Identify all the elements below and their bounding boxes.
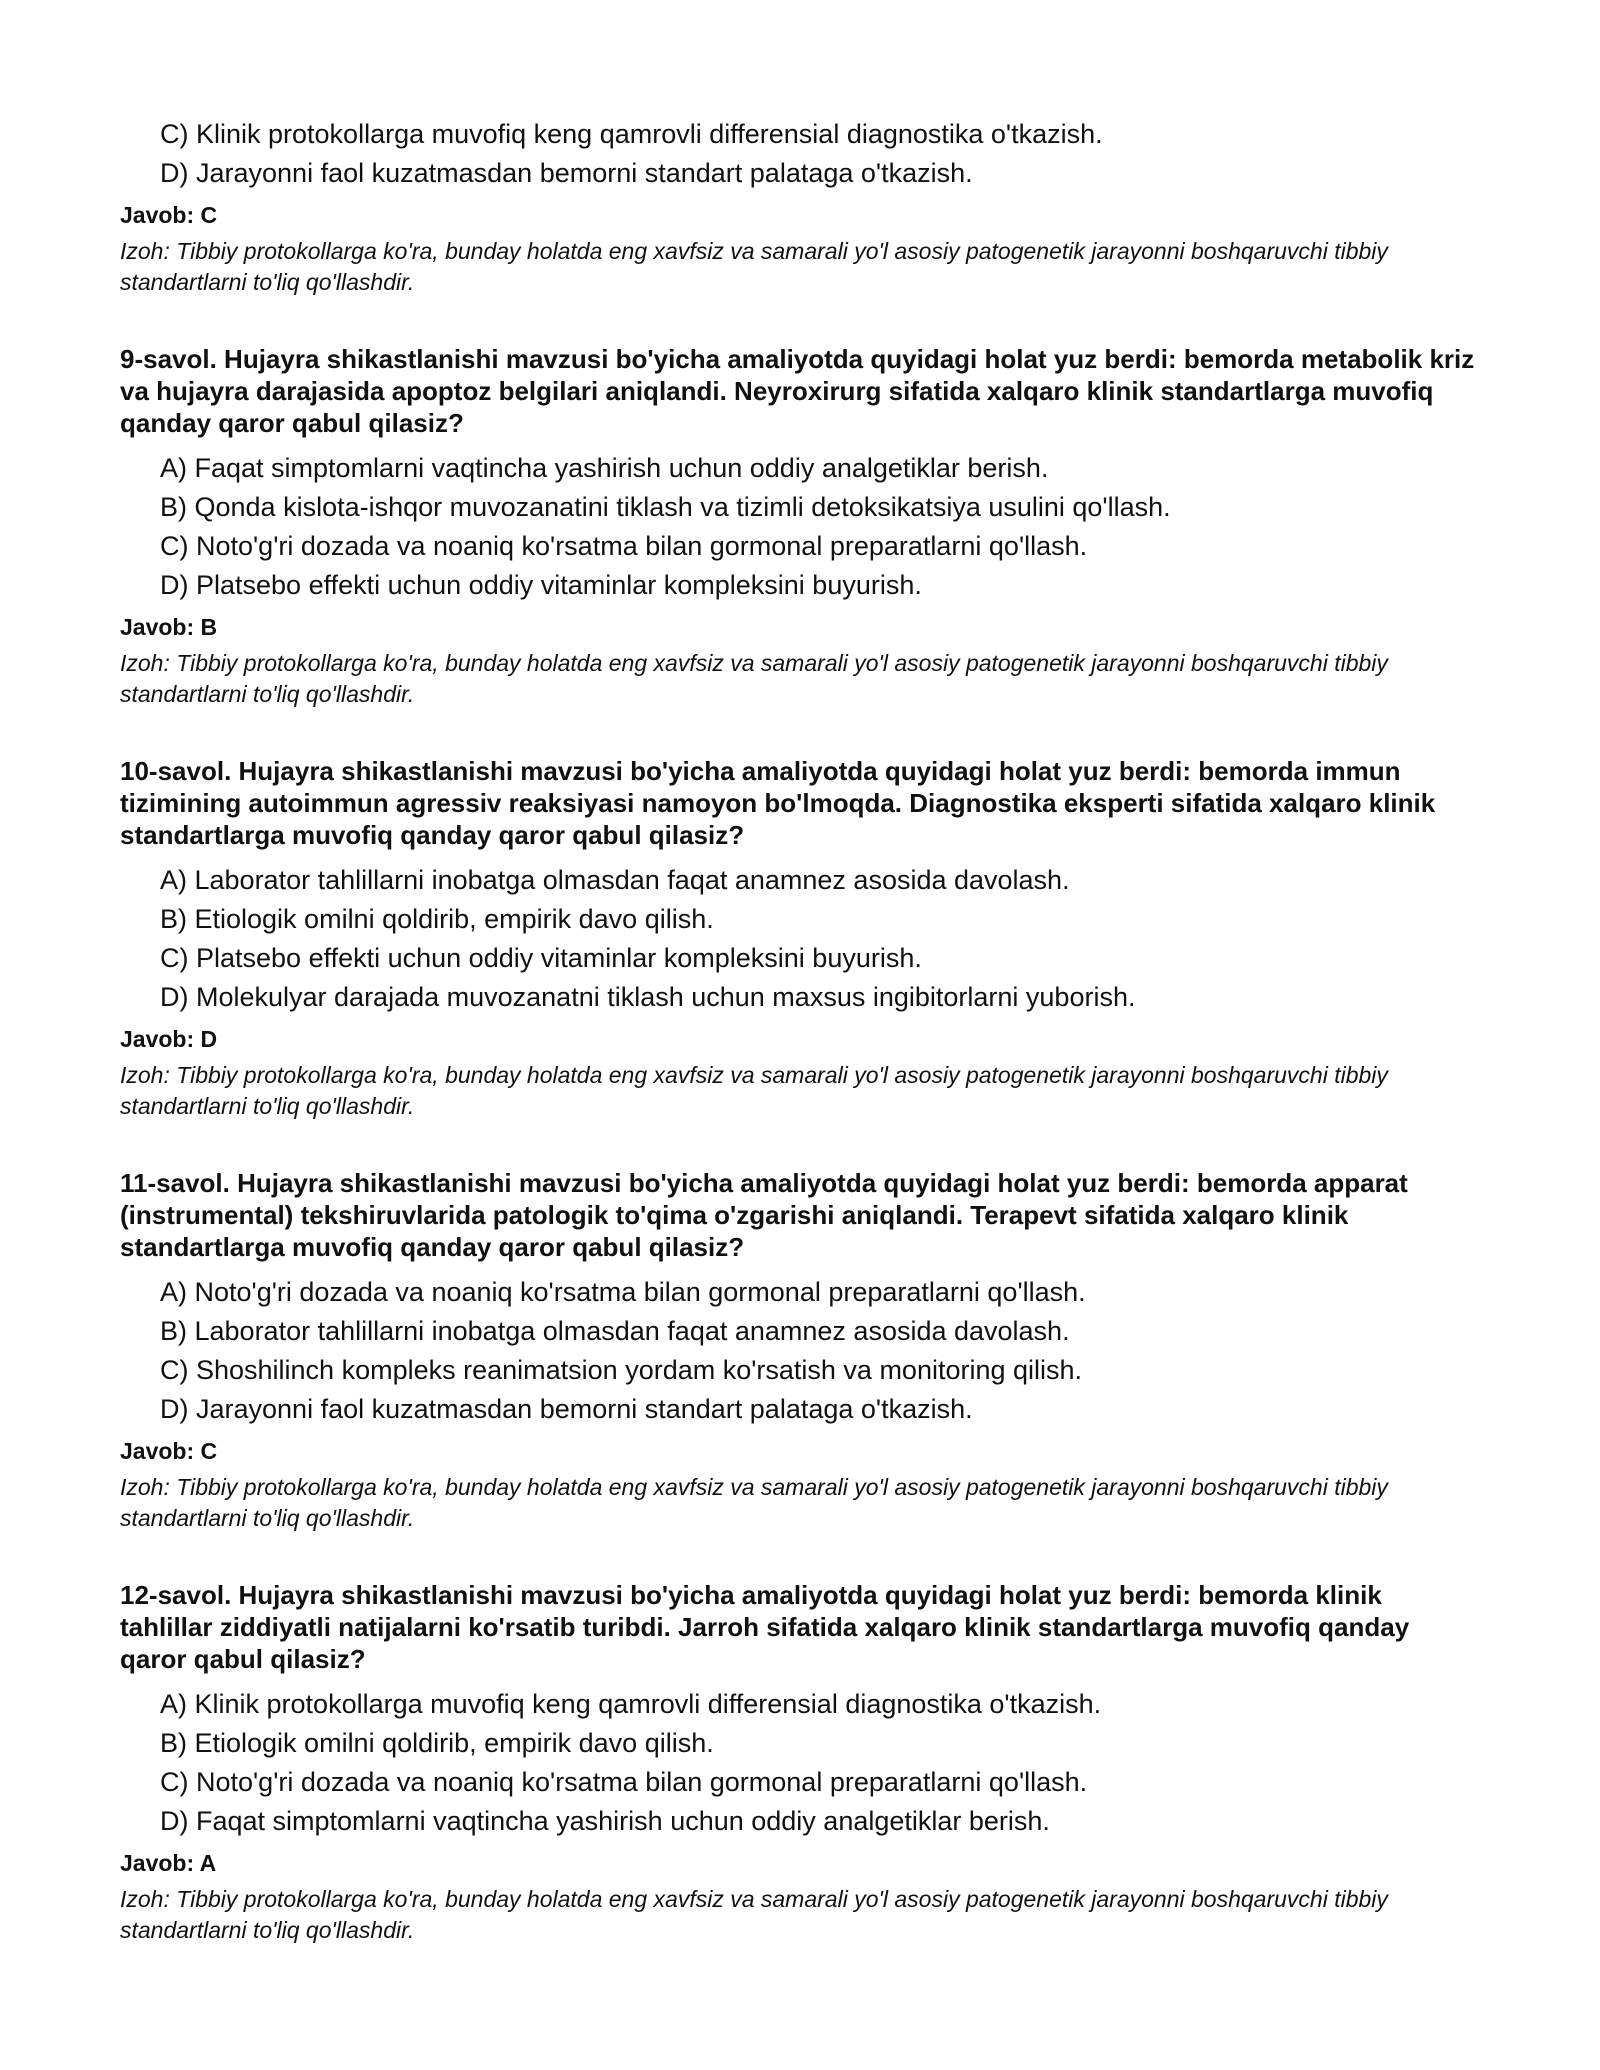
explanation-note: Izoh: Tibbiy protokollarga ko'ra, bunday holatda eng xavfsiz va samarali yo'l asosiy patogenetik jarayonni boshqaruvchi tibbiy standartlarni to'liq qo'llashdir. (120, 1062, 1388, 1119)
answer-option-b: B) Laborator tahlillarni inobatga olmasdan faqat anamnez asosida davolash. (160, 1316, 1070, 1346)
answer-option-c: C) Noto'g'ri dozada va noaniq ko'rsatma bilan gormonal preparatlarni qo'llash. (160, 531, 1088, 561)
answer-option-a: A) Klinik protokollarga muvofiq keng qamrovli differensial diagnostika o'tkazish. (160, 1689, 1102, 1719)
correct-answer: Javob: C (120, 202, 218, 228)
explanation-note: Izoh: Tibbiy protokollarga ko'ra, bunday holatda eng xavfsiz va samarali yo'l asosiy patogenetik jarayonni boshqaruvchi tibbiy standartlarni to'liq qo'llashdir. (120, 650, 1388, 707)
explanation-note: Izoh: Tibbiy protokollarga ko'ra, bunday holatda eng xavfsiz va samarali yo'l asosiy patogenetik jarayonni boshqaruvchi tibbiy standartlarni to'liq qo'llashdir. (120, 238, 1388, 295)
question-block-11 (120, 1167, 1480, 1534)
question-block-9 (120, 343, 1480, 710)
question-block-12 (120, 1579, 1480, 1946)
correct-answer: Javob: C (120, 1438, 218, 1464)
answer-option-a: A) Noto'g'ri dozada va noaniq ko'rsatma bilan gormonal preparatlarni qo'llash. (160, 1277, 1086, 1307)
answer-option-b: B) Etiologik omilni qoldirib, empirik davo qilish. (160, 904, 714, 934)
answer-option-a: A) Faqat simptomlarni vaqtincha yashirish uchun oddiy analgetiklar berish. (160, 453, 1049, 483)
answer-option-d: D) Faqat simptomlarni vaqtincha yashirish uchun oddiy analgetiklar berish. (160, 1806, 1050, 1836)
answer-option-c: C) Noto'g'ri dozada va noaniq ko'rsatma bilan gormonal preparatlarni qo'llash. (160, 1767, 1088, 1797)
correct-answer: Javob: B (120, 614, 218, 640)
correct-answer: Javob: D (120, 1026, 218, 1052)
question-text: 10-savol. Hujayra shikastlanishi mavzusi bo'yicha amaliyotda quyidagi holat yuz berdi: bemorda immun tizimining autoimmun agressiv reaksiyasi namoyon bo'lmoqda. Diagnostika eksperti sifatida xalqaro klinik standartlarga muvofiq qanday qaror qabul qilasiz? (120, 756, 1436, 850)
explanation-note: Izoh: Tibbiy protokollarga ko'ra, bunday holatda eng xavfsiz va samarali yo'l asosiy patogenetik jarayonni boshqaruvchi tibbiy standartlarni to'liq qo'llashdir. (120, 1474, 1388, 1531)
question-text: 9-savol. Hujayra shikastlanishi mavzusi bo'yicha amaliyotda quyidagi holat yuz berdi: bemorda metabolik kriz va hujayra darajasida apoptoz belgilari aniqlandi. Neyroxirurg sifatida xalqaro klinik standartlarga muvofiq qanday qaror qabul qilasiz? (120, 344, 1475, 438)
question-text: 12-savol. Hujayra shikastlanishi mavzusi bo'yicha amaliyotda quyidagi holat yuz berdi: bemorda klinik tahlillar ziddiyatli natijalarni ko'rsatib turibdi. Jarroh sifatida xalqaro klinik standartlarga muvofiq qanday qaror qabul qilasiz? (120, 1580, 1410, 1674)
answer-option-d: D) Molekulyar darajada muvozanatni tiklash uchun maxsus ingibitorlarni yuborish. (160, 982, 1136, 1012)
question-block-10 (120, 755, 1480, 1122)
answer-option-d: D) Platsebo effekti uchun oddiy vitaminlar kompleksini buyurish. (160, 570, 922, 600)
previous-question-tail (120, 119, 1480, 298)
explanation-note: Izoh: Tibbiy protokollarga ko'ra, bunday holatda eng xavfsiz va samarali yo'l asosiy patogenetik jarayonni boshqaruvchi tibbiy standartlarni to'liq qo'llashdir. (120, 1886, 1388, 1943)
answer-option-b: B) Qonda kislota-ishqor muvozanatini tiklash va tizimli detoksikatsiya usulini qo'llash. (160, 492, 1171, 522)
answer-option-d: D) Jarayonni faol kuzatmasdan bemorni standart palataga o'tkazish. (160, 1394, 973, 1424)
answer-option-c: C) Platsebo effekti uchun oddiy vitaminlar kompleksini buyurish. (160, 943, 922, 973)
correct-answer: Javob: A (120, 1850, 217, 1876)
answer-option: C) Klinik protokollarga muvofiq keng qamrovli differensial diagnostika o'tkazish. (160, 119, 1103, 149)
answer-option-b: B) Etiologik omilni qoldirib, empirik davo qilish. (160, 1728, 714, 1758)
question-text: 11-savol. Hujayra shikastlanishi mavzusi bo'yicha amaliyotda quyidagi holat yuz berdi: bemorda apparat (instrumental) tekshiruvlarida patologik to'qima o'zgarishi aniqlandi. Terapevt sifatida xalqaro klinik standartlarga muvofiq qanday qaror qabul qilasiz? (120, 1168, 1408, 1262)
answer-option: D) Jarayonni faol kuzatmasdan bemorni standart palataga o'tkazish. (160, 158, 973, 188)
answer-option-a: A) Laborator tahlillarni inobatga olmasdan faqat anamnez asosida davolash. (160, 865, 1070, 895)
answer-option-c: C) Shoshilinch kompleks reanimatsion yordam ko'rsatish va monitoring qilish. (160, 1355, 1083, 1385)
